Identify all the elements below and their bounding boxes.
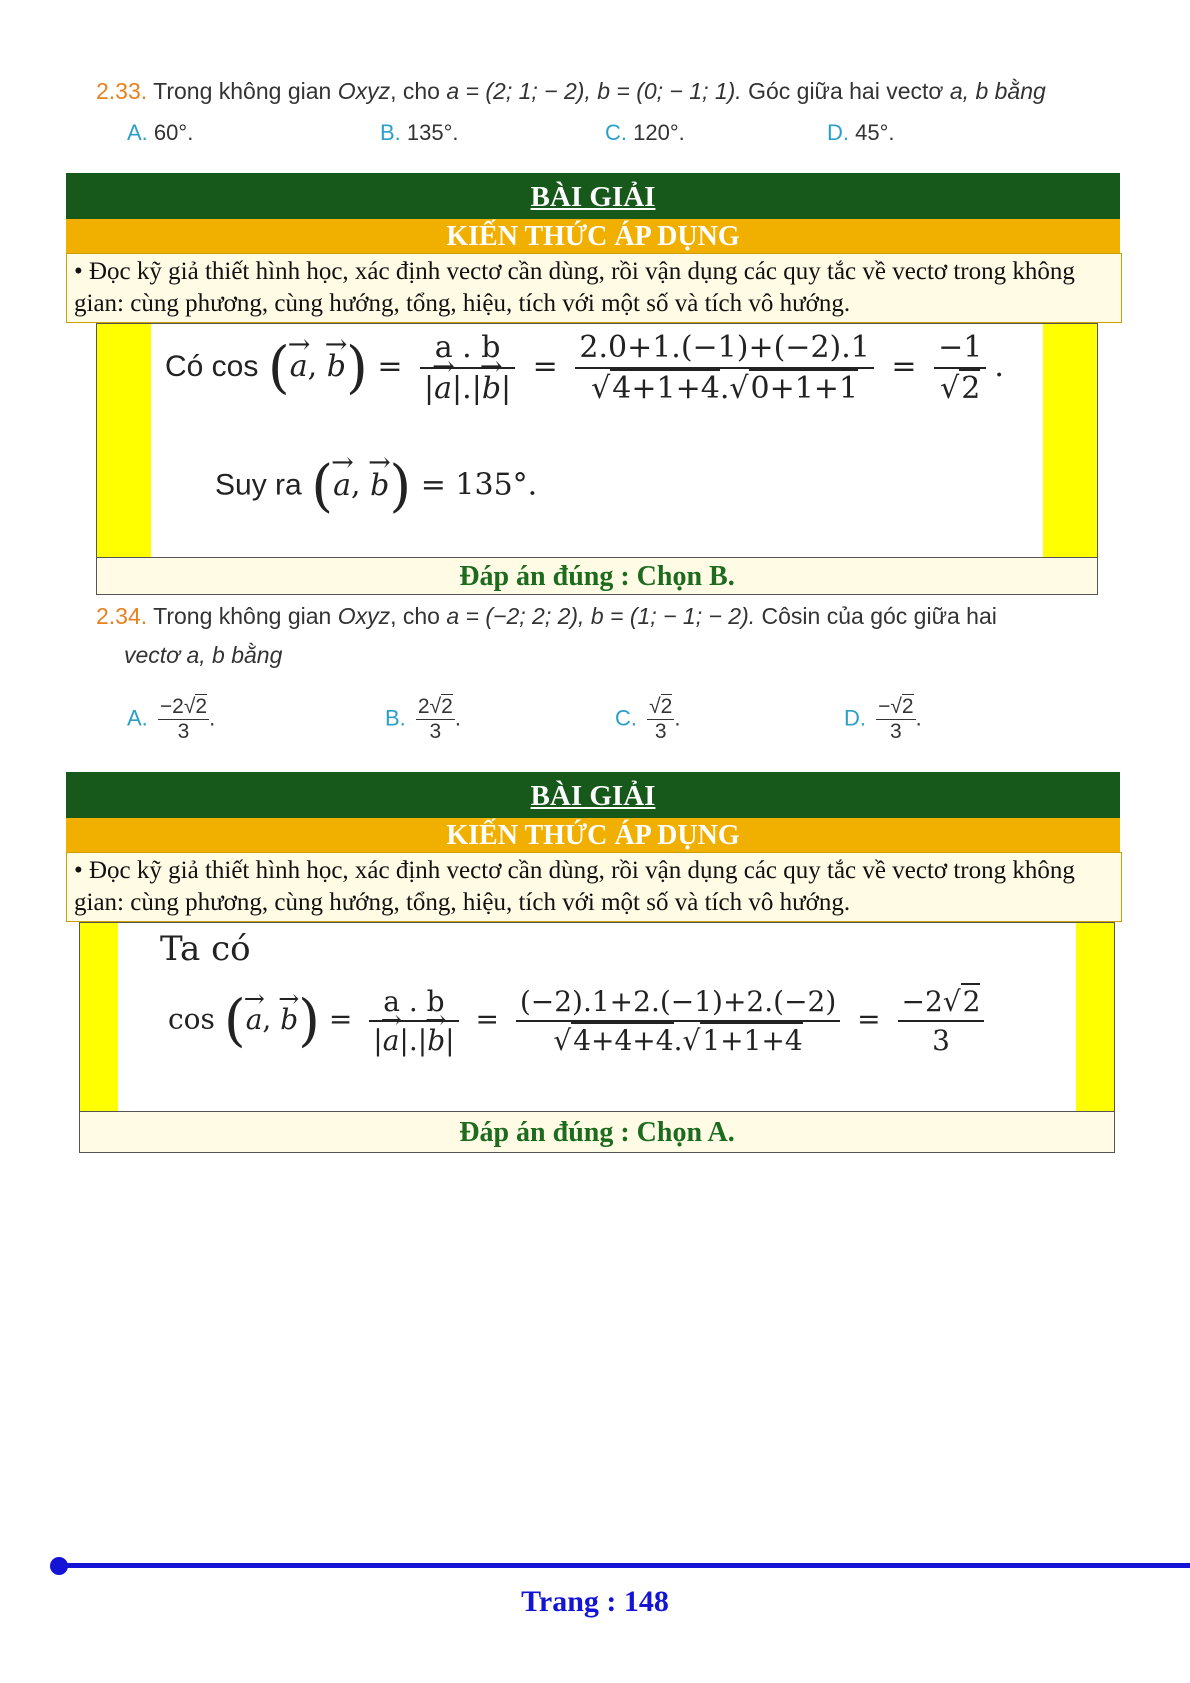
option-c: C. $\frac{√2}{3}$ . <box>615 695 681 743</box>
knowledge-text: • Đọc kỹ giả thiết hình học, xác định vectơ cần dùng, rồi vận dụng các quy tắc về vectơ trong không gian: cùng phương, cùng hướng, tổng, hiệu, tích với một số và tích vô hướng. <box>66 852 1122 922</box>
page-number: Trang : 148 <box>521 1585 669 1618</box>
lead-text: Ta có <box>160 929 251 969</box>
option-c: C. 120°. <box>605 120 685 145</box>
problem-number: 2.33. <box>96 78 148 104</box>
footer-divider <box>57 1563 1190 1568</box>
option-d: D. $\frac{-√2}{3}$ . <box>844 695 922 743</box>
option-a: A. $\frac{-2√2}{3}$ . <box>127 695 216 743</box>
option-d: D. 45°. <box>827 120 895 145</box>
conclusion: Suy ra (→ a, → b) = 135°. <box>215 454 537 519</box>
knowledge-header: KIẾN THỨC ÁP DỤNG <box>66 818 1120 852</box>
answer-banner: Đáp án đúng : Chọn A. <box>79 1111 1115 1153</box>
problem-233-options <box>127 120 1027 150</box>
solution-box <box>96 323 1098 559</box>
solution-box <box>79 922 1115 1113</box>
knowledge-header: KIẾN THỨC ÁP DỤNG <box>66 219 1120 253</box>
option-a: A. 60°. <box>127 120 194 145</box>
answer-banner: Đáp án đúng : Chọn B. <box>96 557 1098 595</box>
knowledge-text: • Đọc kỹ giả thiết hình học, xác định vectơ cần dùng, rồi vận dụng các quy tắc về vectơ trong không gian: cùng phương, cùng hướng, tổng, hiệu, tích với một số và tích vô hướng. <box>66 253 1122 323</box>
solution-header: BÀI GIẢI <box>66 173 1120 219</box>
problem-number: 2.34. <box>96 603 148 629</box>
cos-formula: cos (→ a, → b) = $\frac{a . b}{|\to a|.|\to b|}$ = $\frac{(-2).1+2.(-1)+2.(-2)}{√4+4+4.√1+1+4}$ = $\frac{-2√2}{3}$ <box>168 985 992 1057</box>
solution-header: BÀI GIẢI <box>66 772 1120 818</box>
problem-234-stem: 2.34. Trong không gian Oxyz, cho a = (−2; 2; 2), b = (1; − 1; − 2). Côsin của góc giữa hai vectơ a, b bằng <box>96 603 997 668</box>
problem-233-stem: 2.33. Trong không gian Oxyz, cho a = (2; 1; − 2), b = (0; − 1; 1). Góc giữa hai vectơ a, b bằng <box>96 78 1046 104</box>
cos-formula: Có cos (→ a, → b) = $\frac{a . b}{|\to a|.|\to b|}$ = $\frac{2.0+1.(-1)+(-2).1}{√4+1+4.√0+1+1}$ = $\frac{-1}{√2}$ . <box>165 330 1004 406</box>
problem-234-options <box>127 695 1027 765</box>
option-b: B. $\frac{2√2}{3}$ . <box>385 695 461 743</box>
option-b: B. 135°. <box>380 120 459 145</box>
